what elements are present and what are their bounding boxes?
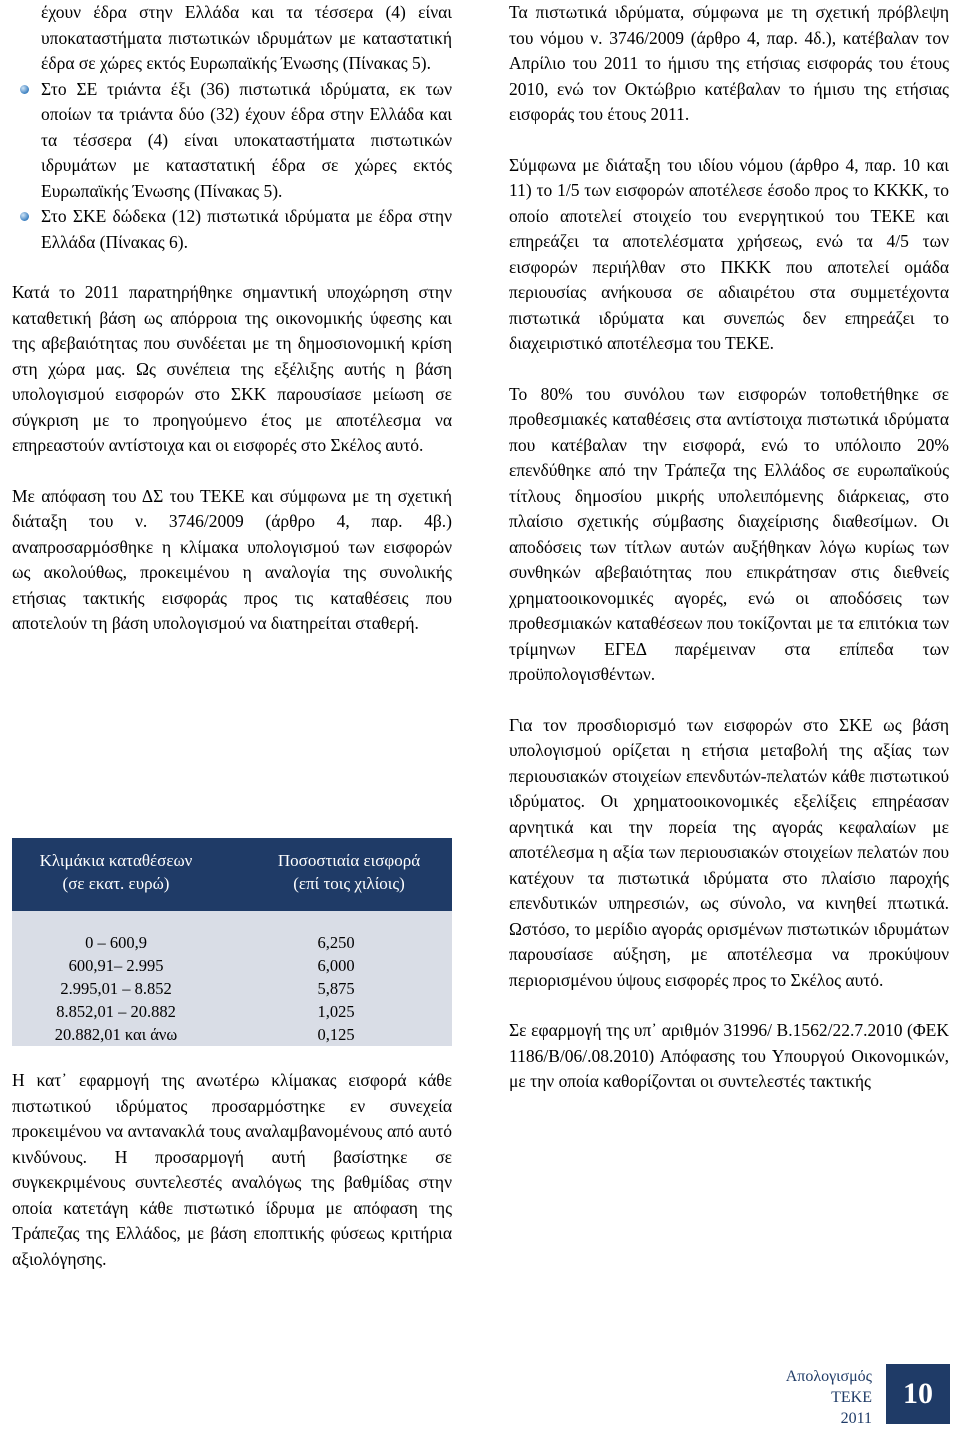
table-row — [12, 977, 452, 1000]
table-row — [12, 931, 452, 954]
left-column — [12, 0, 452, 637]
paragraph-ske-base: Για τον προσδιορισμό των εισφορών στο ΣΚΕ ως βάση υπολογισμού ορίζεται η ετήσια μεταβολή της αξίας των περιουσιακών στοιχείων επενδυτών-πελατών κάθε πιστωτικού ιδρύματος. Οι χρηματοοικονομικές εξελίξεις επηρέασαν αρνητικά και την πορεία της αγοράς κεφαλαίων με αποτέλεσμα η αξία των περιουσιακών στοιχείων πελατών που κατέχουν τα πιστωτικά ιδρύματα στο πλαίσιο παροχής επενδυτικών υπηρεσιών, ως σύνολο, να κινηθεί πτωτικά. Ωστόσο, το μερίδιο αγοράς ορισμένων πιστωτικών ιδρυμάτων παρουσίασε αύξηση, με αποτέλεσμα να προκύψουν περιορισμένου ύψους εισφορές προς το Σκέλος αυτό. — [509, 714, 949, 990]
tier-rate: 0,125 — [317, 1025, 355, 1044]
bullet-item-se: Στο ΣΕ τριάντα έξι (36) πιστωτικά ιδρύματα, εκ των οποίων τα τριάντα δύο (32) έχουν έδρα στην Ελλάδα και τα τέσσερα (4) είναι υποκαταστήματα πιστωτικών ιδρυμάτων με καταστατική έδρα σε χώρες εκτός Ευρωπαϊκής Ένωσης (Πίνακας 5). — [12, 77, 452, 205]
table-body — [12, 931, 452, 1046]
tier-rate: 1,025 — [317, 1002, 355, 1021]
table-row — [12, 1000, 452, 1023]
contribution-scale-table — [12, 838, 452, 1046]
tier-range: 600,91– 2.995 — [68, 956, 164, 975]
table-header — [12, 838, 452, 911]
table-row — [12, 1023, 452, 1046]
page-number: 10 — [886, 1364, 950, 1424]
paragraph-investments: Το 80% του συνόλου των εισφορών τοποθετήθηκε σε προθεσμιακές καταθέσεις στα αντίστοιχα πιστωτικά ιδρύματα που κατέβαλαν την εισφορά, ενώ το υπόλοιπο 20% επενδύθηκε από την Τράπεζα της Ελλάδος σε ευρωπαϊκούς τίτλους δημοσίου μικρής υπολειπόμενης διάρκειας, στο πλαίσιο σχετικής σύμβασης διαχείρισης διαθεσίμων. Οι αποδόσεις των τίτλων αυτών αυξήθηκαν λόγω κυρίως των συνθηκών αβεβαιότητας που επικράτησαν στις διεθνείς χρηματοοικονομικές αγορές, ενώ οι αποδόσεις των προθεσμιακών καταθέσεων που τοκίζονται με τα επιτόκια των τρίμηνων ΕΓΕΔ παρέμειναν στα επίπεδα των προϋπολογισθέντων. — [509, 383, 949, 684]
intro-paragraph: έχουν έδρα στην Ελλάδα και τα τέσσερα (4) είναι υποκαταστήματα πιστωτικών ιδρυμάτων με καταστατική έδρα σε χώρες εκτός Ευρωπαϊκής Ένωσης (Πίνακας 5). — [41, 2, 452, 73]
tier-range: 8.852,01 – 20.882 — [56, 1002, 176, 1021]
paragraph-ministerial-decision: Σε εφαρμογή της υπ᾽ αριθμόν 31996/ Β.1562/22.7.2010 (ΦΕΚ 1186/Β/06/.08.2010) Απόφασης του Υπουργού Οικονομικών, με την οποία καθορίζονται οι συντελεστές τακτικής — [509, 1020, 949, 1091]
header-deposit-tiers: Κλιμάκια καταθέσεων (σε εκατ. ευρώ) — [39, 851, 193, 893]
page-footer — [760, 1364, 960, 1428]
right-column — [509, 0, 949, 1095]
header-contribution-rate: Ποσοστιαία εισφορά (επί τοις χιλίοις) — [277, 851, 421, 893]
paragraph-payment-schedule: Τα πιστωτικά ιδρύματα, σύμφωνα με τη σχετική πρόβλεψη του νόμου ν. 3746/2009 (άρθρο 4, παρ. 4δ.), κατέβαλαν τον Απρίλιο του 2011 το ήμισυ της ετήσιας εισφοράς του έτους 2010, ενώ τον Οκτώβριο κατέβαλαν το ήμισυ της ετήσιας εισφοράς του έτους 2011. — [509, 2, 949, 124]
left-column-lower — [12, 1068, 452, 1272]
paragraph-scale-adjustment: Με απόφαση του ΔΣ του ΤΕΚΕ και σύμφωνα με τη σχετική διάταξη του ν. 3746/2009 (άρθρο 4, παρ. 4β.) αναπροσαρμόσθηκε η κλίμακα υπολογισμού των εισφορών ως ακολούθως, προκειμένου η αναλογία της συνολικής ετήσιας τακτικής εισφοράς προς τις καταθέσεις που αποτελούν τη βάση υπολογισμού να διατηρείται σταθερή. — [12, 485, 452, 633]
tier-rate: 5,875 — [317, 979, 355, 998]
footer-report-label: Απολογισμός ΤΕΚΕ 2011 — [785, 1368, 872, 1427]
paragraph-deposit-base: Κατά το 2011 παρατηρήθηκε σημαντική υποχώρηση στην καταθετική βάση ως απόρροια της οικονομικής ύφεσης και της αβεβαιότητας που συνδέεται με τη δημοσιονομική κρίση στη χώρα μας. Ως συνέπεια της εξέλιξης αυτής η βάση υπολογισμού εισφορών στο ΣΚΚ παρουσίασε μείωση σε σύγκριση με το προηγούμενο έτος με αποτέλεσμα να επηρεαστούν αντίστοιχα και οι εισφορές στο Σκέλος αυτό. — [12, 282, 452, 455]
tier-rate: 6,250 — [317, 933, 355, 952]
paragraph-risk-adjustment: Η κατ᾽ εφαρμογή της ανωτέρω κλίμακας εισφορά κάθε πιστωτικού ιδρύματος προσαρμόστηκε εν συνεχεία προκειμένου να αντανακλά τους αναλαμβανομένους από αυτό κινδύνους. Η προσαρμογή αυτή βασίστηκε σε συγκεκριμένους συντελεστές αναλόγως της βαθμίδας στην οποία κατετάγη κάθε πιστωτικό ίδρυμα με απόφαση της Τράπεζας της Ελλάδος, με βάση εποπτικής φύσεως κριτήρια αξιολόγησης. — [12, 1070, 452, 1269]
tier-rate: 6,000 — [317, 956, 355, 975]
tier-range: 0 – 600,9 — [85, 933, 147, 952]
tier-range: 2.995,01 – 8.852 — [60, 979, 172, 998]
bullet-item-ske: Στο ΣΚΕ δώδεκα (12) πιστωτικά ιδρύματα με έδρα στην Ελλάδα (Πίνακας 6). — [12, 204, 452, 255]
table-row — [12, 954, 452, 977]
paragraph-contribution-split: Σύμφωνα με διάταξη του ιδίου νόμου (άρθρο 4, παρ. 10 και 11) το 1/5 των εισφορών αποτέλεσε έσοδο προς το ΚΚΚΚ, το οποίο αποτελεί στοιχείο του ενεργητικού του ΤΕΚΕ και επηρεάζει τα αποτελέσματα χρήσεως, ενώ τα 4/5 των εισφορών περιήλθαν στο ΠΚΚΚ που αποτελεί ομάδα περιουσίας ανήκουσα σε αδιαιρέτου στα συμμετέχοντα πιστωτικά ιδρύματα και συνεπώς δεν επηρεάζει το διαχειριστικό αποτέλεσμα του ΤΕΚΕ. — [509, 154, 949, 353]
tier-range: 20.882,01 και άνω — [54, 1025, 178, 1044]
